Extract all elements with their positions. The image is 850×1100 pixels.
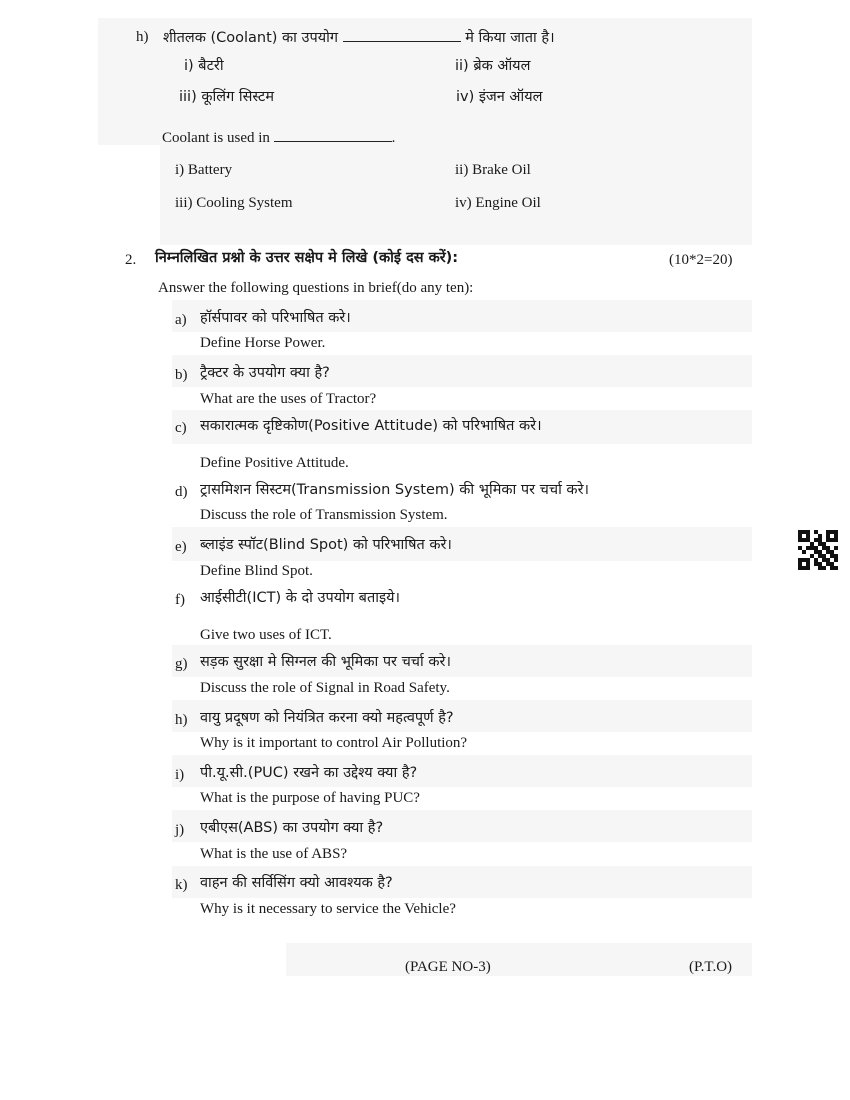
item-english: Give two uses of ICT. <box>200 627 332 643</box>
item-english: Define Horse Power. <box>200 335 326 351</box>
item-hindi: एबीएस(ABS) का उपयोग क्या है? <box>200 820 384 836</box>
item-label: f) <box>175 592 185 608</box>
q2-marks: (10*2=20) <box>669 252 733 268</box>
q1h-hindi-before: शीतलक (Coolant) का उपयोग <box>163 30 339 46</box>
item-english: What are the uses of Tractor? <box>200 391 377 407</box>
item-label: k) <box>175 877 188 893</box>
item-hindi: आईसीटी(ICT) के दो उपयोग बताइये। <box>200 590 400 606</box>
q1h-label: h) <box>136 29 149 45</box>
item-label: a) <box>175 312 187 328</box>
q1h-english-after: . <box>391 130 396 146</box>
item-english: Why is it necessary to service the Vehicle? <box>200 901 456 917</box>
item-english: Define Positive Attitude. <box>200 455 349 471</box>
item-english: Discuss the role of Transmission System. <box>200 507 448 523</box>
item-hindi: ट्रासमिशन सिस्टम(Transmission System) की भूमिका पर चर्चा करे। <box>200 482 589 498</box>
q2-english-heading: Answer the following questions in brief(do any ten): <box>158 280 474 296</box>
pto-label: (P.T.O) <box>689 959 733 975</box>
item-hindi: हॉर्सपावर को परिभाषित करे। <box>200 310 351 326</box>
item-english: What is the purpose of having PUC? <box>200 790 420 806</box>
item-label: i) <box>175 767 185 783</box>
q1h-hindi-option-2: ii) ब्रेक ऑयल <box>455 58 531 74</box>
item-english: Discuss the role of Signal in Road Safety. <box>200 680 450 696</box>
item-hindi: वायु प्रदूषण को नियंत्रित करना क्यो महत्वपूर्ण है? <box>200 710 454 726</box>
q2-hindi-heading: निम्नलिखित प्रश्नो के उत्तर सक्षेप मे लिखे (कोई दस करें): <box>155 250 459 266</box>
item-label: h) <box>175 712 188 728</box>
q1h-english-question <box>162 127 395 147</box>
q2-number: 2. <box>125 252 137 268</box>
q1h-hindi-question <box>163 27 555 47</box>
q1h-hindi-option-4: iv) इंजन ऑयल <box>456 89 543 105</box>
item-hindi: सड़क सुरक्षा मे सिग्नल की भूमिका पर चर्चा करे। <box>200 654 451 670</box>
page-number: (PAGE NO-3) <box>405 959 491 975</box>
q1h-english-option-2: ii) Brake Oil <box>455 162 531 178</box>
item-hindi: वाहन की सर्विसिंग क्यो आवश्यक है? <box>200 875 393 891</box>
q1h-english-option-3: iii) Cooling System <box>175 195 293 211</box>
item-hindi: ब्लाइंड स्पॉट(Blind Spot) को परिभाषित करे। <box>200 537 452 553</box>
item-label: d) <box>175 484 188 500</box>
footer-shade <box>286 943 752 976</box>
item-label: g) <box>175 656 188 672</box>
item-english: What is the use of ABS? <box>200 846 348 862</box>
item-label: e) <box>175 539 187 555</box>
qr-code-icon <box>798 530 838 570</box>
q1h-english-before: Coolant is used in <box>162 130 270 146</box>
item-label: j) <box>175 822 185 838</box>
item-hindi: सकारात्मक दृष्टिकोण(Positive Attitude) को परिभाषित करे। <box>200 418 542 434</box>
answer-blank <box>343 27 461 42</box>
q1h-english-option-1: i) Battery <box>175 162 233 178</box>
answer-blank <box>274 127 392 142</box>
item-hindi: ट्रैक्टर के उपयोग क्या है? <box>200 365 330 381</box>
item-hindi: पी.यू.सी.(PUC) रखने का उद्देश्य क्या है? <box>200 765 418 781</box>
item-english: Why is it important to control Air Pollution? <box>200 735 468 751</box>
q1h-hindi-option-3: iii) कूलिंग सिस्टम <box>179 89 275 105</box>
q1h-english-option-4: iv) Engine Oil <box>455 195 541 211</box>
item-label: c) <box>175 420 187 436</box>
q1h-hindi-after: मे किया जाता है। <box>465 30 555 46</box>
item-label: b) <box>175 367 188 383</box>
item-english: Define Blind Spot. <box>200 563 313 579</box>
q1h-hindi-option-1: i) बैटरी <box>184 58 224 74</box>
